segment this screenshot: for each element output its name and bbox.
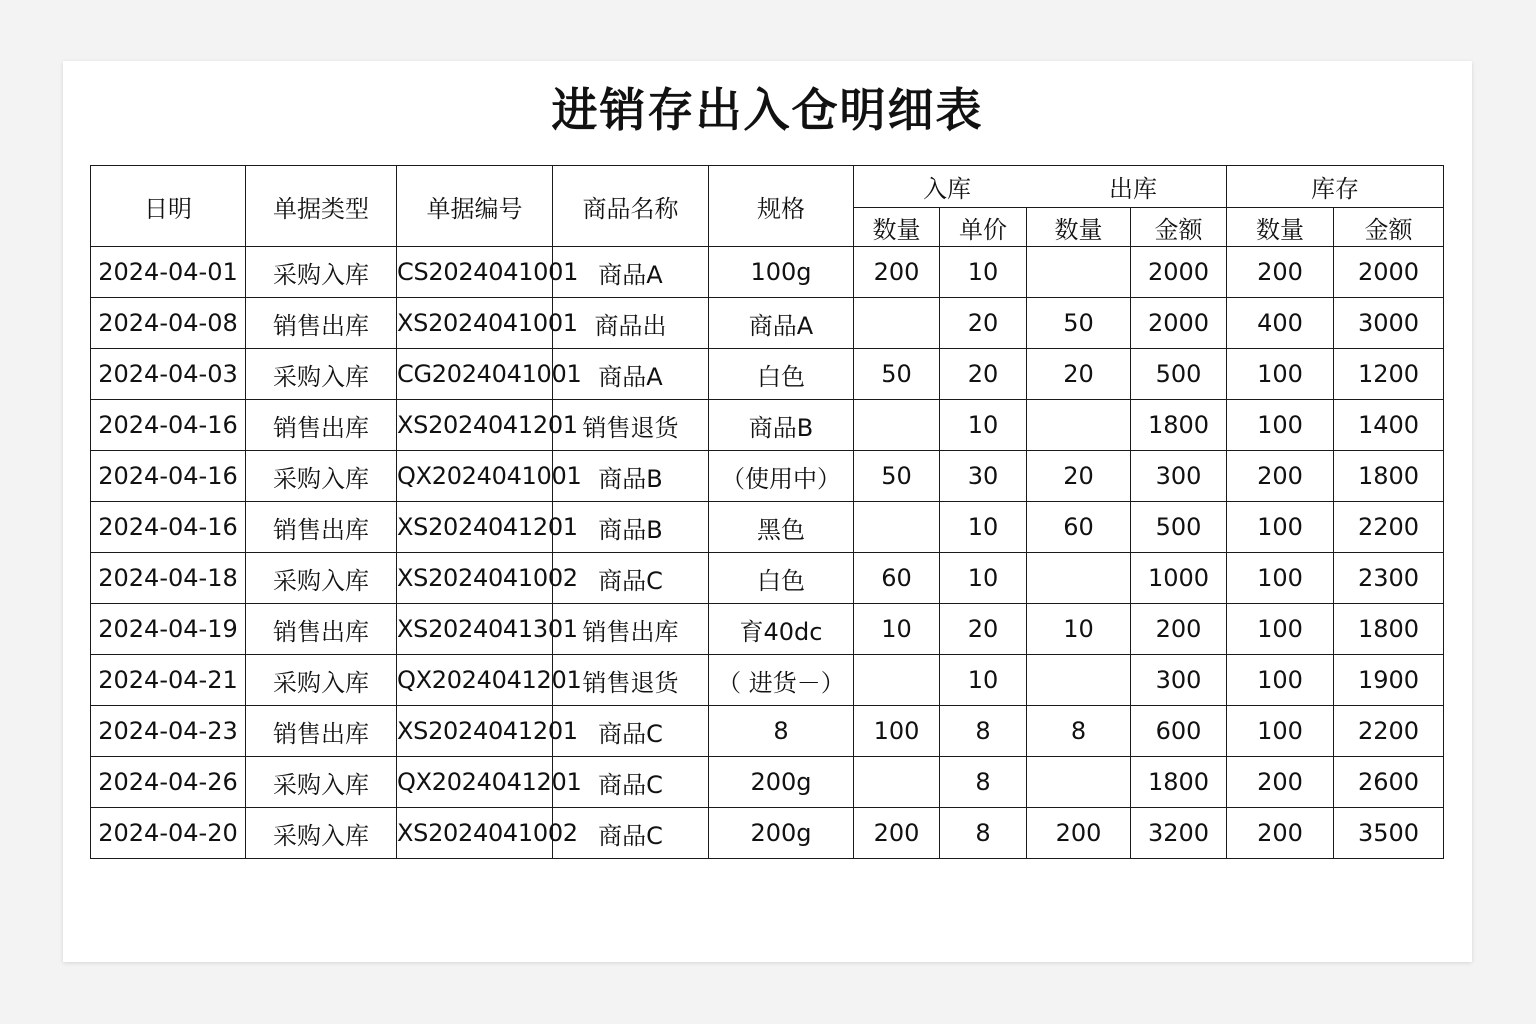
cell-out-amount: 1000 [1131, 553, 1227, 604]
cell-doc-type: 采购入库 [246, 553, 397, 604]
cell-doc-no: QX2024041201 [397, 757, 553, 808]
cell-stock-amount: 1200 [1334, 349, 1444, 400]
cell-stock-qty: 100 [1227, 349, 1334, 400]
header-stock-amount: 金额 [1334, 208, 1444, 247]
header-doc-no: 单据编号 [397, 166, 553, 247]
cell-stock-amount: 1900 [1334, 655, 1444, 706]
table-row [91, 247, 1444, 298]
cell-product-name: 商品B [553, 502, 709, 553]
cell-stock-qty: 100 [1227, 400, 1334, 451]
cell-spec: 商品B [709, 400, 854, 451]
cell-in-qty: 10 [854, 604, 940, 655]
cell-product-name: 销售退货 [553, 655, 709, 706]
cell-in-qty: 100 [854, 706, 940, 757]
cell-out-qty: 60 [1027, 502, 1131, 553]
cell-in-price: 20 [940, 604, 1027, 655]
cell-stock-qty: 100 [1227, 706, 1334, 757]
inventory-ledger-table [90, 165, 1444, 859]
cell-stock-amount: 3000 [1334, 298, 1444, 349]
cell-in-qty [854, 400, 940, 451]
cell-doc-no: XS2024041201 [397, 502, 553, 553]
table-row [91, 502, 1444, 553]
cell-in-qty: 200 [854, 808, 940, 859]
cell-in-price: 8 [940, 706, 1027, 757]
cell-in-price: 20 [940, 349, 1027, 400]
cell-doc-no: XS2024041001 [397, 298, 553, 349]
cell-out-amount: 300 [1131, 451, 1227, 502]
cell-date: 2024-04-20 [91, 808, 246, 859]
cell-doc-type: 采购入库 [246, 655, 397, 706]
table-row [91, 706, 1444, 757]
header-product-name: 商品名称 [553, 166, 709, 247]
cell-product-name: 商品C [553, 706, 709, 757]
header-group-stock: 库存 [1227, 166, 1444, 208]
cell-out-qty [1027, 757, 1131, 808]
table-row [91, 808, 1444, 859]
cell-doc-type: 销售出库 [246, 298, 397, 349]
cell-date: 2024-04-03 [91, 349, 246, 400]
cell-stock-amount: 1400 [1334, 400, 1444, 451]
cell-stock-qty: 100 [1227, 655, 1334, 706]
cell-product-name: 商品C [553, 808, 709, 859]
cell-spec: 商品A [709, 298, 854, 349]
cell-out-qty: 8 [1027, 706, 1131, 757]
cell-out-qty: 50 [1027, 298, 1131, 349]
header-in-qty: 数量 [854, 208, 940, 247]
cell-doc-no: CG2024041001 [397, 349, 553, 400]
cell-doc-type: 销售出库 [246, 400, 397, 451]
table-row [91, 757, 1444, 808]
cell-product-name: 商品A [553, 349, 709, 400]
header-out-amount: 金额 [1131, 208, 1227, 247]
header-group-in-out [854, 166, 1227, 208]
cell-stock-amount: 2300 [1334, 553, 1444, 604]
cell-doc-no: XS2024041301 [397, 604, 553, 655]
table-row [91, 349, 1444, 400]
cell-doc-type: 销售出库 [246, 706, 397, 757]
cell-spec: 8 [709, 706, 854, 757]
cell-out-amount: 1800 [1131, 757, 1227, 808]
cell-out-amount: 2000 [1131, 247, 1227, 298]
cell-stock-amount: 3500 [1334, 808, 1444, 859]
cell-in-qty: 200 [854, 247, 940, 298]
cell-in-qty: 60 [854, 553, 940, 604]
cell-out-amount: 3200 [1131, 808, 1227, 859]
cell-stock-qty: 200 [1227, 247, 1334, 298]
cell-date: 2024-04-08 [91, 298, 246, 349]
cell-spec: 200g [709, 808, 854, 859]
cell-date: 2024-04-16 [91, 400, 246, 451]
cell-doc-type: 采购入库 [246, 349, 397, 400]
table-row [91, 553, 1444, 604]
cell-in-qty [854, 757, 940, 808]
cell-out-qty: 20 [1027, 451, 1131, 502]
cell-doc-type: 销售出库 [246, 604, 397, 655]
cell-doc-type: 采购入库 [246, 757, 397, 808]
cell-product-name: 销售出库 [553, 604, 709, 655]
cell-spec: 黑色 [709, 502, 854, 553]
header-stock-qty: 数量 [1227, 208, 1334, 247]
cell-product-name: 销售退货 [553, 400, 709, 451]
cell-stock-amount: 2200 [1334, 502, 1444, 553]
cell-date: 2024-04-19 [91, 604, 246, 655]
cell-date: 2024-04-01 [91, 247, 246, 298]
cell-date: 2024-04-21 [91, 655, 246, 706]
cell-doc-type: 销售出库 [246, 502, 397, 553]
cell-stock-amount: 2000 [1334, 247, 1444, 298]
cell-product-name: 商品C [553, 757, 709, 808]
cell-doc-type: 采购入库 [246, 808, 397, 859]
cell-in-price: 10 [940, 553, 1027, 604]
cell-spec: 育40dc [709, 604, 854, 655]
document-sheet [63, 61, 1472, 962]
cell-spec: （ 进货－） [709, 655, 854, 706]
cell-product-name: 商品出 [553, 298, 709, 349]
header-doc-type: 单据类型 [246, 166, 397, 247]
cell-doc-no: QX2024041201 [397, 655, 553, 706]
cell-out-qty [1027, 400, 1131, 451]
cell-spec: 100g [709, 247, 854, 298]
header-spec: 规格 [709, 166, 854, 247]
cell-in-qty [854, 655, 940, 706]
table-row [91, 451, 1444, 502]
cell-date: 2024-04-23 [91, 706, 246, 757]
header-out-qty: 数量 [1027, 208, 1131, 247]
cell-stock-amount: 2600 [1334, 757, 1444, 808]
cell-out-amount: 2000 [1131, 298, 1227, 349]
table-row [91, 298, 1444, 349]
cell-out-amount: 1800 [1131, 400, 1227, 451]
cell-doc-type: 采购入库 [246, 451, 397, 502]
cell-stock-amount: 2200 [1334, 706, 1444, 757]
cell-doc-no: QX2024041001 [397, 451, 553, 502]
page-title: 进销存出入仓明细表 [551, 83, 984, 137]
cell-stock-qty: 100 [1227, 502, 1334, 553]
cell-date: 2024-04-26 [91, 757, 246, 808]
cell-spec: 白色 [709, 553, 854, 604]
cell-out-amount: 200 [1131, 604, 1227, 655]
cell-in-price: 10 [940, 400, 1027, 451]
cell-in-price: 10 [940, 502, 1027, 553]
header-group-in: 入库 [923, 175, 971, 203]
cell-in-price: 10 [940, 247, 1027, 298]
header-group-out: 出库 [1109, 175, 1157, 203]
cell-in-price: 8 [940, 808, 1027, 859]
cell-out-qty: 200 [1027, 808, 1131, 859]
header-in-price: 单价 [940, 208, 1027, 247]
cell-product-name: 商品C [553, 553, 709, 604]
cell-in-qty [854, 502, 940, 553]
cell-stock-qty: 200 [1227, 451, 1334, 502]
cell-out-qty: 20 [1027, 349, 1131, 400]
cell-stock-qty: 100 [1227, 553, 1334, 604]
table-row [91, 400, 1444, 451]
cell-in-qty: 50 [854, 451, 940, 502]
cell-date: 2024-04-18 [91, 553, 246, 604]
cell-stock-qty: 400 [1227, 298, 1334, 349]
cell-out-amount: 500 [1131, 502, 1227, 553]
cell-in-price: 20 [940, 298, 1027, 349]
cell-date: 2024-04-16 [91, 502, 246, 553]
cell-in-price: 10 [940, 655, 1027, 706]
cell-stock-amount: 1800 [1334, 604, 1444, 655]
cell-stock-qty: 200 [1227, 757, 1334, 808]
table-row [91, 604, 1444, 655]
cell-in-price: 8 [940, 757, 1027, 808]
cell-spec: 200g [709, 757, 854, 808]
cell-doc-no: CS2024041001 [397, 247, 553, 298]
cell-in-qty: 50 [854, 349, 940, 400]
cell-out-qty [1027, 553, 1131, 604]
cell-stock-amount: 1800 [1334, 451, 1444, 502]
cell-stock-qty: 100 [1227, 604, 1334, 655]
cell-in-qty [854, 298, 940, 349]
cell-spec: 白色 [709, 349, 854, 400]
header-date: 日明 [91, 166, 246, 247]
cell-out-amount: 500 [1131, 349, 1227, 400]
cell-spec: （使用中） [709, 451, 854, 502]
cell-doc-no: XS2024041201 [397, 706, 553, 757]
cell-doc-type: 采购入库 [246, 247, 397, 298]
cell-out-amount: 600 [1131, 706, 1227, 757]
cell-out-amount: 300 [1131, 655, 1227, 706]
cell-out-qty [1027, 655, 1131, 706]
cell-out-qty: 10 [1027, 604, 1131, 655]
cell-doc-no: XS2024041002 [397, 553, 553, 604]
cell-in-price: 30 [940, 451, 1027, 502]
cell-doc-no: XS2024041002 [397, 808, 553, 859]
cell-out-qty [1027, 247, 1131, 298]
cell-date: 2024-04-16 [91, 451, 246, 502]
cell-doc-no: XS2024041201 [397, 400, 553, 451]
cell-stock-qty: 200 [1227, 808, 1334, 859]
cell-product-name: 商品B [553, 451, 709, 502]
table-row [91, 655, 1444, 706]
cell-product-name: 商品A [553, 247, 709, 298]
